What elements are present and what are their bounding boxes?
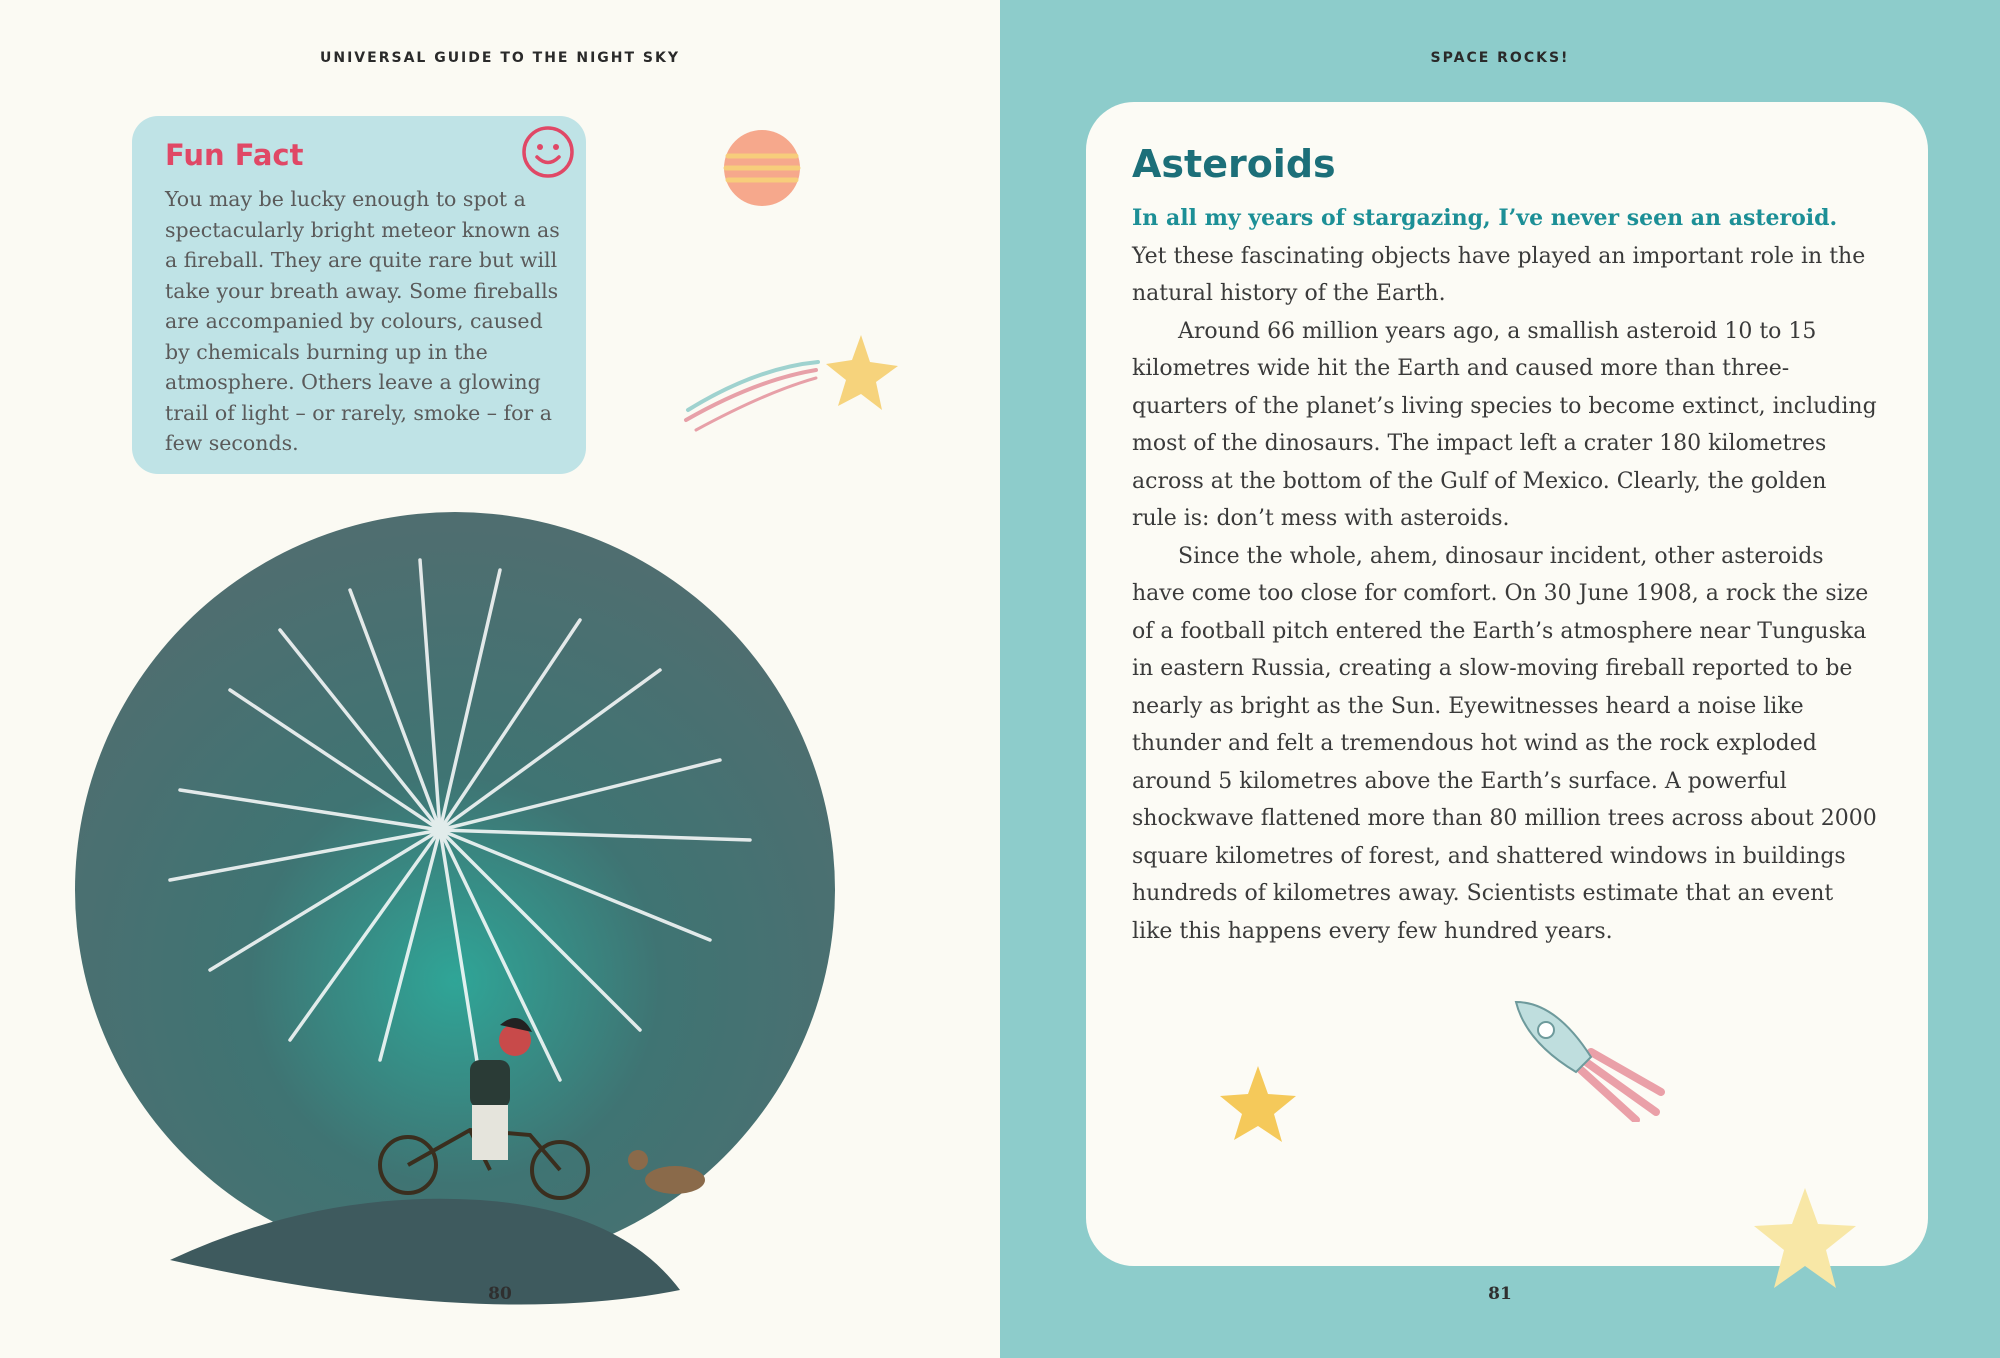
fun-fact-box [132, 116, 586, 474]
page-number-left: 80 [488, 1284, 512, 1304]
meteor-shower-illustration [60, 500, 900, 1340]
right-page [1000, 0, 2000, 1358]
lead-sentence: In all my years of stargazing, I’ve never seen an asteroid. [1132, 205, 1838, 231]
paragraph-1-rest: Yet these fascinating objects have played an important role in the natural history of the Earth. [1132, 243, 1866, 306]
rocket-illustration [1496, 992, 1666, 1122]
smiley-face-icon [520, 124, 576, 180]
asteroids-title: Asteroids [1132, 142, 1336, 186]
asteroids-card [1086, 102, 1928, 1266]
running-head-left: UNIVERSAL GUIDE TO THE NIGHT SKY [320, 50, 680, 66]
star-illustration [1216, 1062, 1300, 1146]
shooting-star-illustration [676, 330, 906, 440]
fun-fact-body: You may be lucky enough to spot a spectacularly bright meteor known as a fireball. They are quite rare but will take your breath away. Some fireballs are accompanied by colours, caused by chemicals burning up in the atmosphere. Others leave a glowing trail of light – or rarely, smoke – for a few seconds. [165, 187, 560, 455]
running-head-right: SPACE ROCKS! [1430, 50, 1570, 66]
paragraph-3: Since the whole, ahem, dinosaur incident, other asteroids have come too close for comfort. On 30 June 1908, a rock the size of a football pitch entered the Earth’s atmosphere near Tunguska in eastern Russia, creating a slow-moving fireball reported to be nearly as bright as the Sun. Eyewitnesses heard a noise like thunder and felt a tremendous hot wind as the rock exploded around 5 kilometres above the Earth’s surface. A powerful shockwave flattened more than 80 million trees across about 2000 square kilometres of forest, and shattered windows in buildings hundreds of kilometres away. Scientists estimate that an event like this happens every few hundred years. [1132, 543, 1877, 944]
fun-fact-title: Fun Fact [165, 138, 304, 172]
page-number-right: 81 [1488, 1284, 1512, 1304]
paragraph-1 [1132, 200, 1878, 313]
planet-illustration [722, 128, 802, 208]
paragraph-2: Around 66 million years ago, a smallish asteroid 10 to 15 kilometres wide hit the Earth and caused more than three-quarters of the planet’s living species to become extinct, including most of the dinosaurs. The impact left a crater 180 kilometres across at the bottom of the Gulf of Mexico. Clearly, the golden rule is: don’t mess with asteroids. [1132, 318, 1877, 531]
large-star-illustration [1750, 1184, 1860, 1294]
